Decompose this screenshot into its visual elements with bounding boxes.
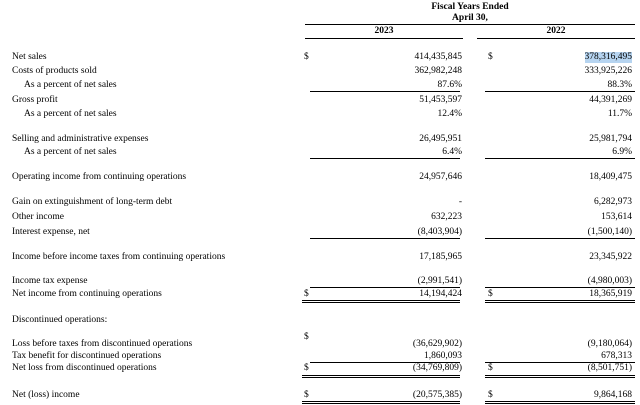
row-label: As a percent of net sales <box>24 80 117 90</box>
value-2022: 18,409,475 <box>589 172 632 182</box>
value-2022: 18,365,919 <box>589 289 632 299</box>
value-2022: 678,313 <box>601 351 632 361</box>
value-2022: 88.3% <box>607 80 632 90</box>
row-label: Income tax expense <box>12 276 88 286</box>
column-rule-2023 <box>305 38 463 39</box>
double-underline <box>302 401 460 402</box>
header-rule-top <box>305 24 635 25</box>
column-header-2023: 2023 <box>374 26 394 36</box>
value-2023: 414,435,845 <box>414 52 462 62</box>
dollar-sign: $ <box>304 52 309 62</box>
value-2023: 14,194,424 <box>419 289 462 299</box>
row-label: Gross profit <box>12 95 58 105</box>
column-rule-2022 <box>477 38 635 39</box>
value-2023: 1,860,093 <box>424 351 462 361</box>
header-title-line2: April 30, <box>452 13 488 23</box>
row-label: Selling and administrative expenses <box>12 134 149 144</box>
value-2023: 26,495,951 <box>419 134 462 144</box>
underline <box>310 158 460 159</box>
double-underline <box>485 300 635 301</box>
value-2022: 6,282,973 <box>594 197 632 207</box>
value-2023: (36,629,902) <box>412 339 462 349</box>
value-2023: - <box>458 197 462 207</box>
double-underline <box>302 403 460 404</box>
double-underline <box>485 375 635 376</box>
value-2022: 9,864,168 <box>594 390 632 400</box>
value-2023: 51,453,597 <box>419 95 462 105</box>
row-label: Net sales <box>12 52 47 62</box>
double-underline <box>485 302 635 303</box>
header-title-line1: Fiscal Years Ended <box>431 2 509 12</box>
value-2023: 17,185,965 <box>419 252 462 262</box>
row-label: Operating income from continuing operations <box>12 172 187 182</box>
row-label: Net income from continuing operations <box>12 289 162 299</box>
value-2022: 44,391,269 <box>589 95 632 105</box>
underline <box>310 91 460 92</box>
value-2023: 87.6% <box>437 80 462 90</box>
column-header-2022: 2022 <box>546 26 566 36</box>
underline <box>310 238 460 239</box>
value-2023: (20,575,385) <box>412 390 462 400</box>
value-2023: (8,403,904) <box>417 227 462 237</box>
value-2022: 333,925,226 <box>584 66 632 76</box>
value-2023: 24,957,646 <box>419 172 462 182</box>
row-label: Net (loss) income <box>12 390 80 400</box>
dollar-sign: $ <box>304 363 309 373</box>
value-2023: 362,982,248 <box>414 66 462 76</box>
double-underline <box>485 403 635 404</box>
row-label: As a percent of net sales <box>24 109 117 119</box>
value-2022: 25,981,794 <box>589 134 632 144</box>
dollar-sign: $ <box>488 363 493 373</box>
dollar-sign: $ <box>488 390 493 400</box>
row-label: Interest expense, net <box>12 227 90 237</box>
row-label: Gain on extinguishment of long-term debt <box>12 197 173 207</box>
double-underline <box>485 401 635 402</box>
underline <box>485 91 635 92</box>
value-2022: 11.7% <box>607 109 632 119</box>
value-2023: 6.4% <box>442 147 462 157</box>
row-label: As a percent of net sales <box>24 147 117 157</box>
value-2022: 6.9% <box>612 147 632 157</box>
double-underline <box>302 302 460 303</box>
value-2022: (4,980,003) <box>587 276 632 286</box>
value-2023: (34,769,809) <box>412 363 462 373</box>
fiscal-years-header <box>305 2 635 24</box>
row-label: Tax benefit for discontinued operations <box>12 351 162 361</box>
row-label: Discontinued operations: <box>12 315 108 325</box>
row-label: Loss before taxes from discontinued operations <box>12 339 193 349</box>
underline <box>485 158 635 159</box>
dollar-sign: $ <box>488 52 493 62</box>
row-label: Net loss from discontinued operations <box>12 363 157 373</box>
value-2022: 153,614 <box>601 212 632 222</box>
value-2022: (8,501,751) <box>587 363 632 373</box>
value-2022: (1,500,140) <box>587 227 632 237</box>
dollar-sign: $ <box>488 289 493 299</box>
row-label: Other income <box>12 212 64 222</box>
double-underline <box>302 300 460 301</box>
value-2022: 23,345,922 <box>589 252 632 262</box>
double-underline <box>302 377 460 378</box>
dollar-sign: $ <box>304 332 309 342</box>
row-label: Costs of products sold <box>12 66 97 76</box>
underline <box>485 238 635 239</box>
row-label: Income before income taxes from continuing operations <box>12 252 226 262</box>
underline <box>485 287 635 288</box>
value-2022: 378,316,495 <box>584 52 632 62</box>
dollar-sign: $ <box>304 289 309 299</box>
double-underline <box>302 375 460 376</box>
double-underline <box>485 377 635 378</box>
value-2023: (2,991,541) <box>417 276 462 286</box>
value-2023: 632,223 <box>431 212 462 222</box>
value-2022: (9,180,064) <box>587 339 632 349</box>
value-2023: 12.4% <box>437 109 462 119</box>
dollar-sign: $ <box>304 390 309 400</box>
underline <box>310 287 460 288</box>
